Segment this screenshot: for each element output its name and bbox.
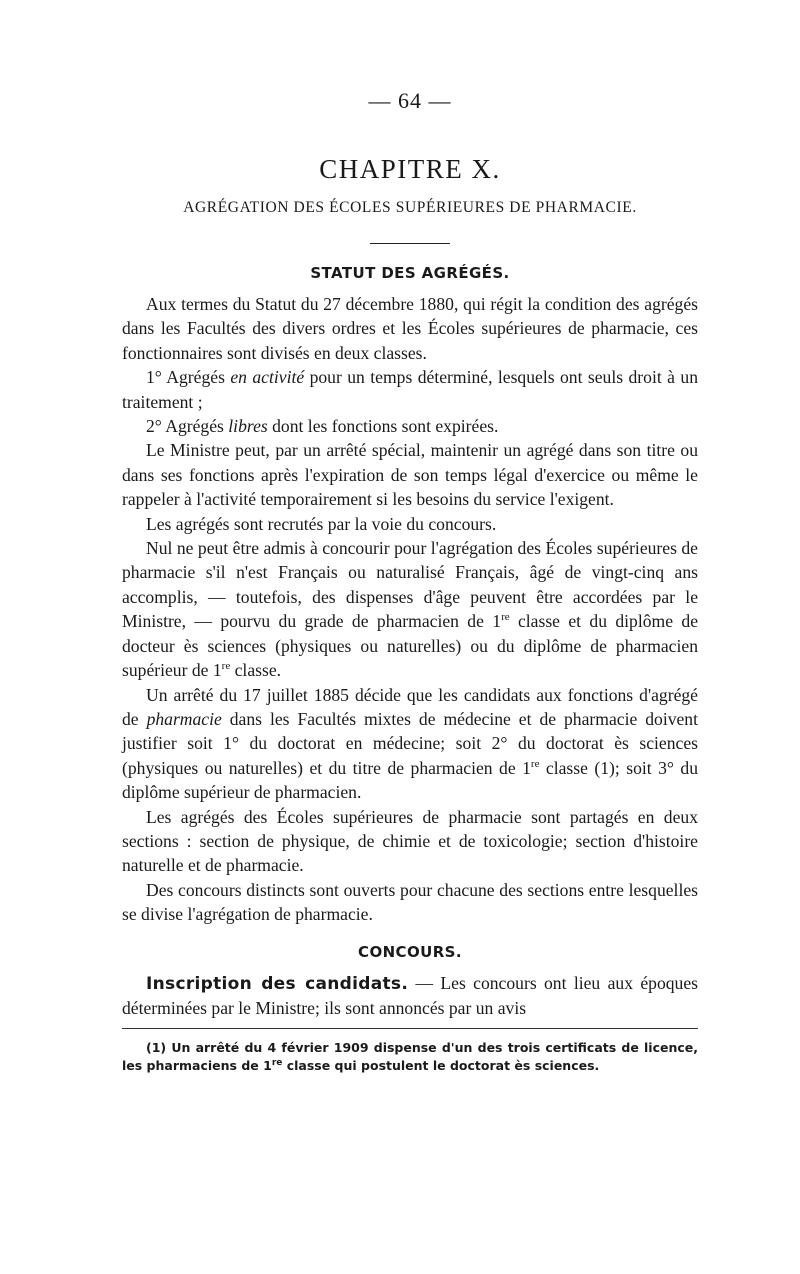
paragraph-text: 1° Agrégés xyxy=(146,367,231,388)
paragraph-text: Les agrégés des Écoles supérieures de pharmacie sont partagés en deux sections : section de physique, de chimie et de toxicologie; section d'histoire naturelle et de pharmacie. xyxy=(122,806,698,876)
superscript: re xyxy=(501,611,510,624)
paragraph-text: Un arrêté du 17 juillet 1885 décide que les candidats aux fonctions d'agrégé de xyxy=(122,684,698,729)
paragraph-text: dans les Facultés mixtes de médecine et de pharmacie doivent justifier soit 1° du doctorat en médecine; soit 2° du doctorat ès sciences (physiques ou naturelles) et du titre de pharmacien de 1 xyxy=(122,708,698,778)
paragraph xyxy=(122,365,698,414)
footnote-divider xyxy=(122,1028,698,1029)
paragraph-text: Le Ministre peut, par un arrêté spécial, maintenir un agrégé dans son titre ou dans ses fonctions après l'expiration de son temps légal d'exercice ou même le rappeler à l'activité temporairement si les besoins du service l'exigent. xyxy=(122,440,698,510)
paragraph xyxy=(122,878,698,927)
emphasis-text: en activité xyxy=(230,367,305,388)
paragraph-text: Nul ne peut être admis à concourir pour l'agrégation des Écoles supérieures de pharmacie s'il n'est Français ou naturalisé Français, âgé de vingt-cinq ans accomplis, — toutefois, des dispenses d'âge peuvent être accordées par le Ministre, — pourvu du grade de pharmacien de 1 xyxy=(122,538,698,632)
paragraph-text: classe. xyxy=(230,660,282,681)
superscript: re xyxy=(530,757,540,770)
paragraph-text: Des concours distincts sont ouverts pour chacune des sections entre lesquelles se divise l'agrégation de pharmacie. xyxy=(122,879,698,925)
title-divider xyxy=(370,243,450,244)
paragraph xyxy=(122,512,698,536)
paragraph-text: — Les concours ont lieu aux époques déterminées par le Ministre; ils sont annoncés par un avis xyxy=(122,972,698,1018)
emphasis-text: libres xyxy=(228,416,268,437)
footnote-text: classe qui postulent le doctorat ès sciences. xyxy=(282,1058,600,1074)
paragraph xyxy=(122,438,698,511)
footnote xyxy=(122,1039,698,1075)
superscript: re xyxy=(271,1058,283,1069)
paragraph xyxy=(122,292,698,365)
footnote-text: (1) Un arrêté du 4 février 1909 dispense d'un des trois certificats de licence, les pharmaciens de 1 xyxy=(122,1040,698,1074)
section-heading-concours: CONCOURS. xyxy=(358,942,462,961)
paragraph-text: Les agrégés sont recrutés par la voie du concours. xyxy=(146,513,497,534)
section-heading-statut: STATUT DES AGRÉGÉS. xyxy=(310,264,510,282)
page-number: — 64 — xyxy=(368,88,452,113)
chapter-title: CHAPITRE X. xyxy=(319,154,501,184)
paragraph xyxy=(122,414,698,438)
paragraph-text: classe et du diplôme de docteur ès sciences (physiques ou naturelles) ou du diplôme de pharmacien supérieur de 1 xyxy=(122,611,698,681)
paragraph-text: classe (1); soit 3° du diplôme supérieur de pharmacien. xyxy=(122,757,699,803)
paragraph xyxy=(122,805,698,878)
paragraph-text: 2° Agrégés xyxy=(146,416,229,437)
superscript: re xyxy=(221,660,231,673)
run-in-heading: Inscription des candidats. xyxy=(146,973,409,994)
paragraph-text: dont les fonctions sont expirées. xyxy=(267,416,499,437)
paragraph xyxy=(122,971,698,1021)
paragraph xyxy=(122,536,698,682)
chapter-subtitle: AGRÉGATION DES ÉCOLES SUPÉRIEURES DE PHARMACIE. xyxy=(183,199,637,216)
document-page xyxy=(122,88,698,1075)
emphasis-text: pharmacie xyxy=(146,708,222,729)
paragraph-text: pour un temps déterminé, lesquels ont seuls droit à un traitement ; xyxy=(122,367,698,412)
paragraph xyxy=(122,683,698,805)
paragraph-text: Aux termes du Statut du 27 décembre 1880, qui régit la condition des agrégés dans les Facultés des divers ordres et les Écoles supérieures de pharmacie, ces fonctionnaires sont divisés en deux classes. xyxy=(122,294,698,363)
